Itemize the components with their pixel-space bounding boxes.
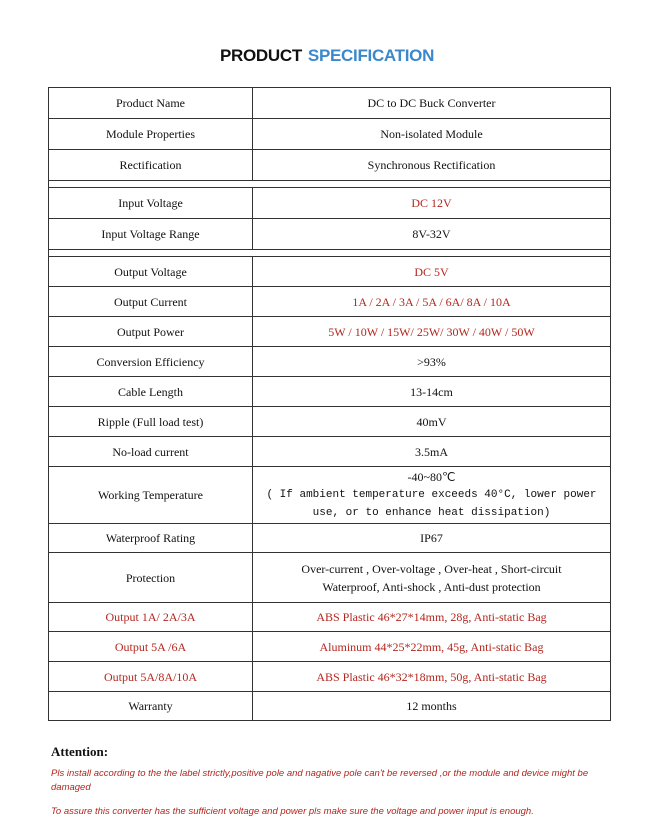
row-value: ABS Plastic 46*27*14mm, 28g, Anti-static Bag bbox=[253, 603, 611, 632]
table-row bbox=[49, 257, 611, 287]
table-row bbox=[49, 317, 611, 347]
table-row bbox=[49, 150, 611, 181]
attention-note: Pls install according to the the label strictly,positive pole and nagative pole can't be reversed ,or the module and device might be damaged bbox=[51, 768, 589, 793]
row-value bbox=[253, 467, 611, 524]
table-row bbox=[49, 692, 611, 721]
attention-note: To assure this converter has the sufficient voltage and power pls make sure the voltage and power input is enough. bbox=[51, 806, 534, 817]
row-label: Ripple (Full load test) bbox=[49, 407, 253, 437]
row-label: Output 5A/8A/10A bbox=[49, 662, 253, 692]
row-label: Output Voltage bbox=[49, 257, 253, 287]
row-value: 8V-32V bbox=[253, 219, 611, 250]
row-value: 1A / 2A / 3A / 5A / 6A/ 8A / 10A bbox=[253, 287, 611, 317]
table-row bbox=[49, 467, 611, 524]
row-value: DC 12V bbox=[253, 188, 611, 219]
row-label: Output Current bbox=[49, 287, 253, 317]
row-label: Waterproof Rating bbox=[49, 524, 253, 553]
row-label: Protection bbox=[49, 553, 253, 603]
row-value: 5W / 10W / 15W/ 25W/ 30W / 40W / 50W bbox=[253, 317, 611, 347]
table-row bbox=[49, 603, 611, 632]
table-row bbox=[49, 437, 611, 467]
row-value: Non-isolated Module bbox=[253, 119, 611, 150]
row-value: 13-14cm bbox=[253, 377, 611, 407]
row-label: Input Voltage bbox=[49, 188, 253, 219]
table-row bbox=[49, 119, 611, 150]
table-row bbox=[49, 219, 611, 250]
table-row bbox=[49, 347, 611, 377]
row-label: Conversion Efficiency bbox=[49, 347, 253, 377]
temperature-range: -40~80℃ bbox=[407, 470, 456, 484]
table-row bbox=[49, 287, 611, 317]
row-value: Synchronous Rectification bbox=[253, 150, 611, 181]
row-label: Module Properties bbox=[49, 119, 253, 150]
row-value bbox=[253, 553, 611, 603]
row-label: Output 1A/ 2A/3A bbox=[49, 603, 253, 632]
protection-line2: Waterproof, Anti-shock , Anti-dust protection bbox=[322, 579, 541, 594]
table-row bbox=[49, 662, 611, 692]
row-value: DC to DC Buck Converter bbox=[253, 88, 611, 119]
title-specification: SPECIFICATION bbox=[307, 46, 435, 65]
table-spacer bbox=[49, 250, 611, 257]
row-label: Output Power bbox=[49, 317, 253, 347]
table-row bbox=[49, 553, 611, 603]
row-label: Output 5A /6A bbox=[49, 632, 253, 662]
table-row bbox=[49, 407, 611, 437]
row-label: Cable Length bbox=[49, 377, 253, 407]
title-product: PRODUCT bbox=[219, 46, 302, 65]
row-label: Warranty bbox=[49, 692, 253, 721]
row-value: 3.5mA bbox=[253, 437, 611, 467]
table-spacer bbox=[49, 181, 611, 188]
attention-heading: Attention: bbox=[51, 744, 109, 759]
row-label: No-load current bbox=[49, 437, 253, 467]
table-row bbox=[49, 377, 611, 407]
row-value: ABS Plastic 46*32*18mm, 50g, Anti-static Bag bbox=[253, 662, 611, 692]
row-value: 40mV bbox=[253, 407, 611, 437]
row-value: Aluminum 44*25*22mm, 45g, Anti-static Bag bbox=[253, 632, 611, 662]
row-value: DC 5V bbox=[253, 257, 611, 287]
row-label: Working Temperature bbox=[49, 467, 253, 524]
row-label: Product Name bbox=[49, 88, 253, 119]
table-row bbox=[49, 88, 611, 119]
table-row bbox=[49, 632, 611, 662]
table-row bbox=[49, 524, 611, 553]
temperature-note: ( If ambient temperature exceeds 40°C, lower power use, or to enhance heat dissipation) bbox=[266, 489, 597, 519]
table-row bbox=[49, 188, 611, 219]
row-value: IP67 bbox=[253, 524, 611, 553]
row-value: >93% bbox=[253, 347, 611, 377]
row-value: 12 months bbox=[253, 692, 611, 721]
row-label: Rectification bbox=[49, 150, 253, 181]
spec-table bbox=[48, 87, 611, 721]
protection-line1: Over-current , Over-voltage , Over-heat , Short-circuit bbox=[301, 561, 562, 576]
page-title bbox=[0, 46, 654, 66]
row-label: Input Voltage Range bbox=[49, 219, 253, 250]
